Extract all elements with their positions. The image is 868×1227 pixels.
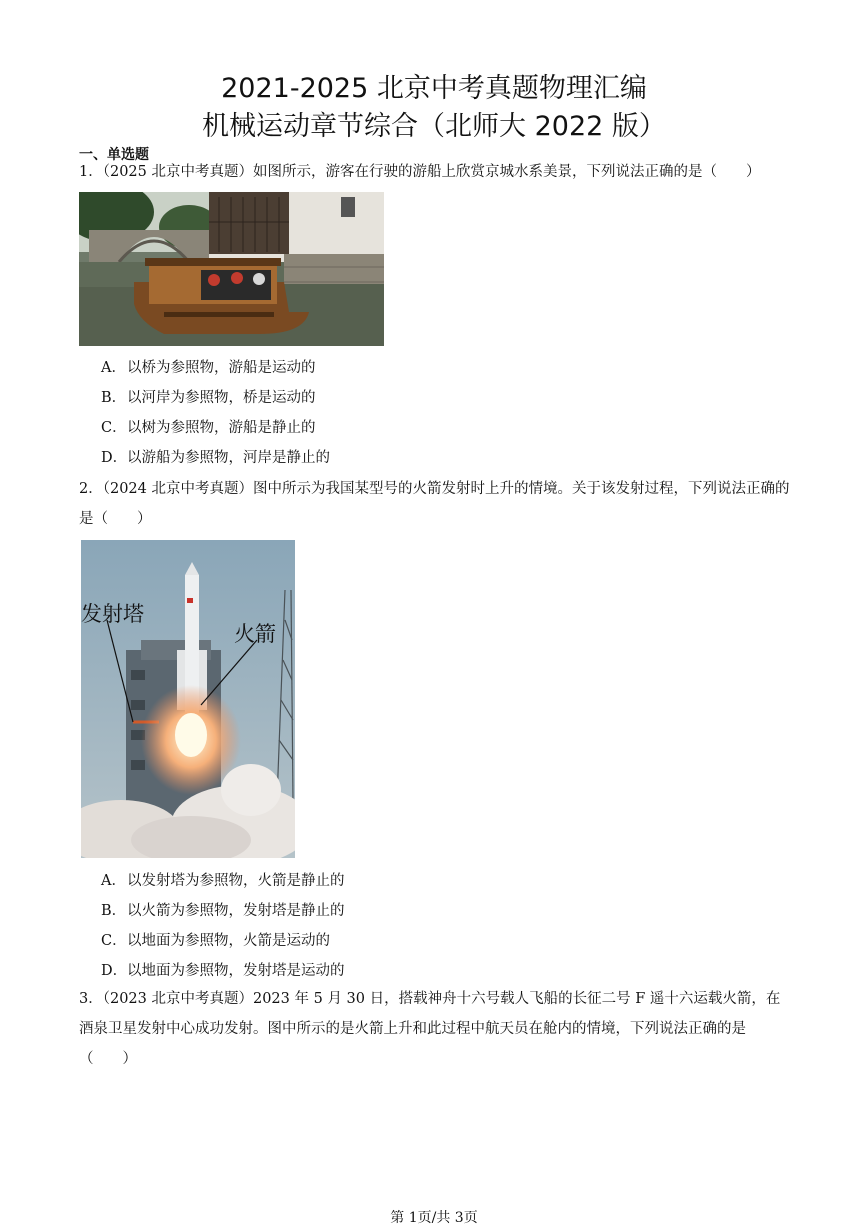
page-footer: 第 1页/共 3页 bbox=[390, 1210, 478, 1226]
figure-label-tower: 发射塔 bbox=[81, 602, 144, 626]
question-1-option-b[interactable]: B．以河岸为参照物，桥是运动的 bbox=[101, 390, 316, 406]
question-2-option-c[interactable]: C．以地面为参照物，火箭是运动的 bbox=[101, 933, 330, 949]
question-3-stem: 3．（2023 北京中考真题）2023 年 5 月 30 日，搭载神舟十六号载人飞船的长征二号 F 遥十六运载火箭，在酒泉卫星发射中心成功发射。图中所示的是火箭上升和此过程中航天员在舱内的情境，下列说法正确的是（ ） bbox=[79, 991, 781, 1067]
question-1-option-a[interactable]: A．以桥为参照物，游船是运动的 bbox=[101, 360, 316, 376]
question-1-stem: 1．（2025 北京中考真题）如图所示，游客在行驶的游船上欣赏京城水系美景，下列说法正确的是（ ） bbox=[79, 164, 761, 180]
question-1-photo bbox=[79, 192, 384, 346]
question-2-option-d[interactable]: D．以地面为参照物，发射塔是运动的 bbox=[101, 963, 345, 979]
question-1-option-c[interactable]: C．以树为参照物，游船是静止的 bbox=[101, 420, 316, 436]
question-2-option-b[interactable]: B．以火箭为参照物，发射塔是静止的 bbox=[101, 903, 345, 919]
question-2-option-a[interactable]: A．以发射塔为参照物，火箭是静止的 bbox=[101, 873, 345, 889]
page-title-line2: 机械运动章节综合（北师大 2022 版） bbox=[202, 111, 666, 142]
question-2-photo bbox=[81, 540, 295, 858]
page-title-line1: 2021-2025 北京中考真题物理汇编 bbox=[221, 73, 647, 104]
question-2-stem: 2．（2024 北京中考真题）图中所示为我国某型号的火箭发射时上升的情境。关于该发射过程，下列说法正确的是（ ） bbox=[79, 481, 790, 527]
figure-label-rocket: 火箭 bbox=[234, 622, 276, 646]
question-1-option-d[interactable]: D．以游船为参照物，河岸是静止的 bbox=[101, 450, 330, 466]
section-heading: 一、单选题 bbox=[79, 147, 149, 163]
